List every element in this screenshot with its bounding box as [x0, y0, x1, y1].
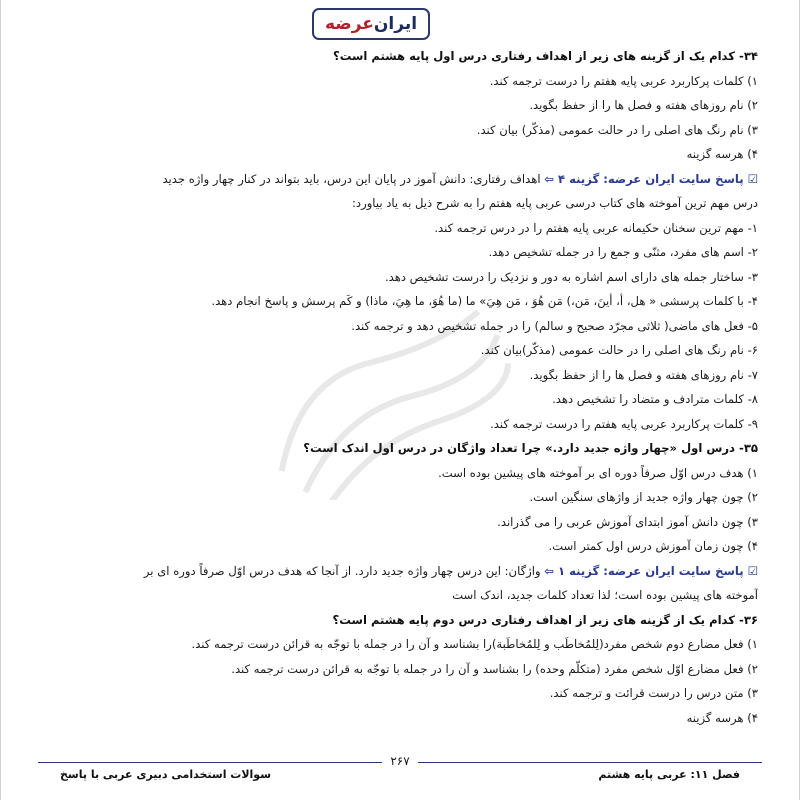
text-line: ۴) هرسه گزینه [686, 710, 758, 725]
text-line: ۷- نام روزهای هفته و فصل ها را از حفظ بگوید. [529, 367, 758, 382]
page-number-text: ۲۶۷ [382, 754, 417, 768]
text-line: ۲) فعل مضارع اوّل شخص مفرد (متکلّم وحده) را بشناسد و آن را در جمله با توجّه به قرائن درست ترجمه کند. [231, 661, 758, 676]
page-number [0, 754, 800, 768]
text-line: ۶- نام رنگ های اصلی را در حالت عمومی (مذکّر)بیان کند. [480, 343, 758, 357]
text-line: ۳- ساختار جمله های دارای اسم اشاره به دور و نزدیک را درست تشخیص دهد. [384, 269, 758, 284]
text-line: ۳) نام رنگ های اصلی را در حالت عمومی (مذکّر) بیان کند. [476, 122, 758, 137]
footer-book-title: سوالات استخدامی دبیری عربی با پاسخ [60, 768, 272, 781]
logo-main: ایران [373, 14, 418, 34]
text-line: ۱- مهم ترین سخنان حکیمانه عربی پایه هفتم را در درس ترجمه کند. [434, 220, 758, 235]
answer-line [38, 559, 758, 584]
text-line: ۴) هرسه گزینه [686, 147, 758, 161]
question-heading: ۳۵- درس اول «چهار واژه جدید دارد.» چرا تعداد واژگان در درس اول اندک است؟ [303, 441, 758, 455]
text-line: ۲- اسم های مفرد، مثنّی و جمع را در جمله تشخیص دهد. [488, 245, 758, 259]
site-logo [312, 8, 430, 40]
answer-text: واژگان: این درس چهار واژه جدید دارد. از آنجا که هدف درس اوّل صرفاً دوره ای بر [143, 563, 545, 578]
text-line: ۴) چون زمان آموزش درس اول کمتر است. [548, 539, 758, 553]
text-line: ۳) متن درس را درست قرائت و ترجمه کند. [549, 686, 758, 700]
checkbox-icon: ☑ [747, 563, 758, 578]
text-line: ۸- کلمات مترادف و متضاد را تشخیص دهد. [552, 392, 758, 406]
text-line: ۴- با کلمات پرسشی « هل، أ، أينَ، مَن،) مَن هُوَ ، مَن هِيَ» ما (ما هُوَ، ما هِيَ، ماذا) و کَم پرسش و پاسخ انجام دهد. [211, 294, 758, 308]
text-line: درس مهم ترین آموخته های کتاب درسی عربی پایه هفتم را به شرح ذیل به یاد بیاورد: [352, 196, 758, 210]
checkbox-icon: ☑ [747, 171, 758, 186]
question-heading: ۳۴- کدام یک از گزینه های زیر از اهداف رفتاری درس اول پایه هشتم است؟ [332, 49, 758, 63]
footer-chapter-title: فصل ۱۱: عربی پایه هشتم [598, 768, 740, 781]
text-line: ۲) چون چهار واژه جدید از واژهای سنگین است. [529, 490, 758, 504]
text-line: آموخته های پیشین بوده است؛ لذا تعداد کلمات جدید، اندک است [452, 588, 758, 602]
text-line: ۵- فعل های ماضی( ثلاثی مجرّد صحیح و سالم) را در جمله تشخیص دهد و ترجمه کند. [351, 318, 758, 333]
text-line: ۳) چون دانش آموز ابتدای آموزش عربی را می گذراند. [497, 514, 758, 529]
document-body [38, 44, 758, 730]
answer-line [38, 167, 758, 192]
text-line: ۱) فعل مضارع دوم شخص مفرد(لِلمُخاطَب و لِلمُخاطَبة)را بشناسد و آن را در جمله با توجّه به قرائن درست ترجمه کند. [191, 637, 758, 651]
answer-tag: پاسخ سایت ایران عرضه: گزینه ۱ ⇦ [544, 563, 744, 578]
text-line: ۱) کلمات پرکاربرد عربی پایه هفتم را درست ترجمه کند. [489, 73, 758, 88]
question-heading: ۳۶- کدام یک از گزینه های زیر از اهداف رفتاری درس دوم پایه هشتم است؟ [332, 612, 758, 627]
answer-text: اهداف رفتاری: دانش آموز در پایان این درس، باید بتواند در کنار چهار واژه جدید [162, 171, 545, 186]
logo-accent: عرضه [324, 14, 374, 34]
text-line: ۲) نام روزهای هفته و فصل ها را از حفظ بگوید. [529, 98, 758, 112]
answer-tag: پاسخ سایت ایران عرضه: گزینه ۴ ⇦ [544, 171, 744, 186]
text-line: ۱) هدف درس اوّل صرفاً دوره ای بر آموخته های پیشین بوده است. [438, 465, 758, 480]
text-line: ۹- کلمات پرکاربرد عربی پایه هفتم را درست ترجمه کند. [490, 416, 758, 431]
